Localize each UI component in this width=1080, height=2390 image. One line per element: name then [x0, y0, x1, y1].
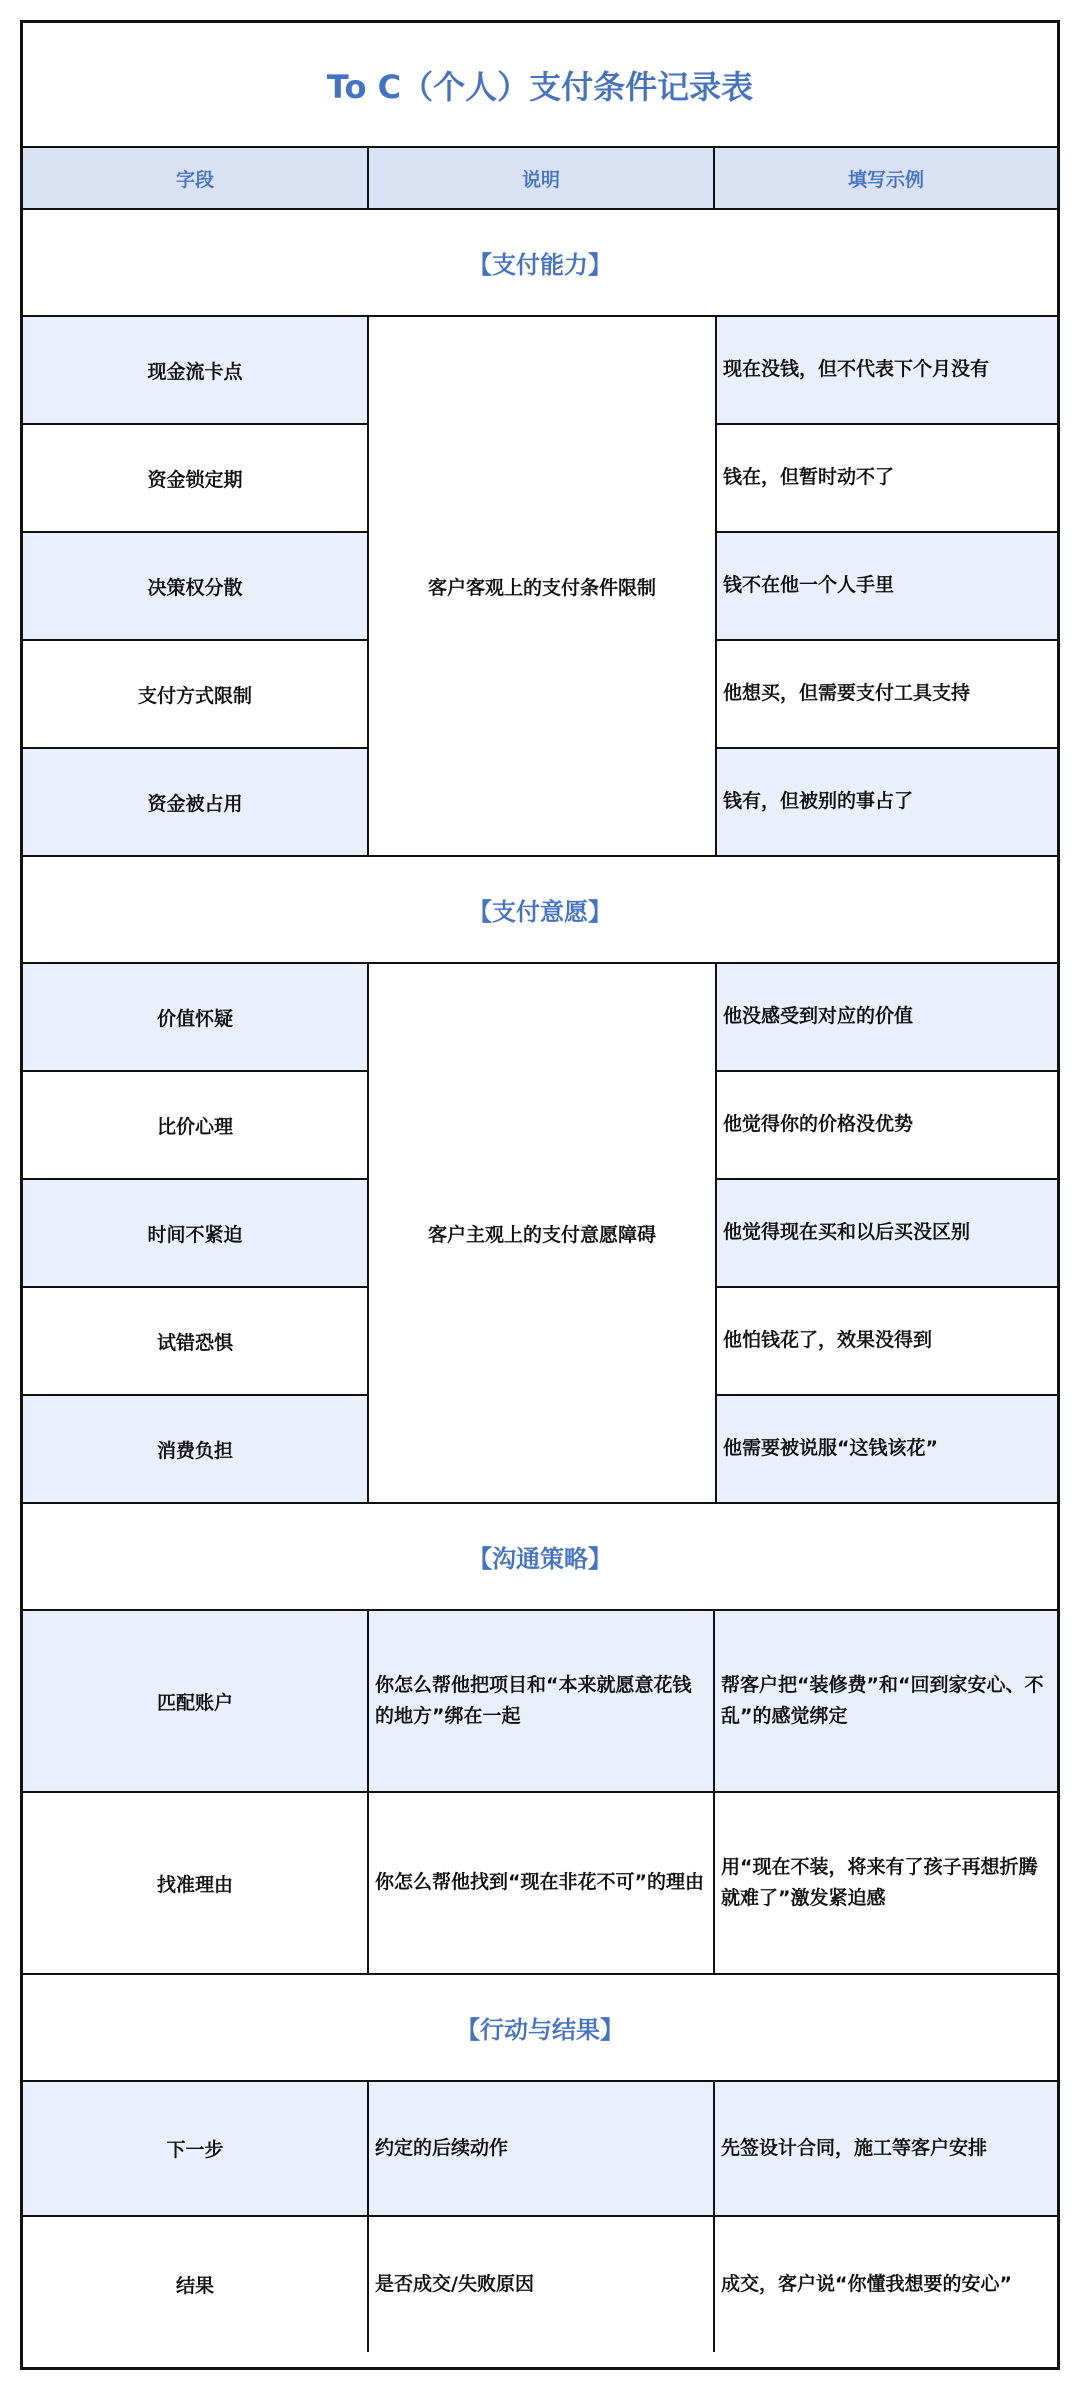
field-column — [23, 317, 369, 855]
field-cell: 下一步 — [23, 2082, 369, 2215]
example-cell: 先签设计合同，施工等客户安排 — [721, 2136, 988, 2159]
field-cell: 消费负担 — [23, 1396, 367, 1502]
merged-description: 客户客观上的支付条件限制 — [369, 317, 717, 855]
example-cell: 他没感受到对应的价值 — [717, 964, 1057, 1072]
example-column — [717, 964, 1057, 1502]
section-action-result: 【行动与结果】 — [23, 1975, 1057, 2082]
example-cell: 他怕钱花了，效果没得到 — [717, 1288, 1057, 1396]
header-row — [23, 148, 1057, 210]
field-cell: 资金锁定期 — [23, 425, 367, 533]
field-cell: 时间不紧迫 — [23, 1180, 367, 1288]
table-row — [23, 2217, 1057, 2352]
example-cell: 成交，客户说“你懂我想要的安心” — [721, 2272, 1012, 2295]
section-payment-willingness-block — [23, 964, 1057, 1504]
field-cell: 决策权分散 — [23, 533, 367, 641]
section-payment-willingness: 【支付意愿】 — [23, 857, 1057, 964]
description-cell: 是否成交/失败原因 — [369, 2217, 715, 2352]
field-cell: 比价心理 — [23, 1072, 367, 1180]
section-payment-ability-block — [23, 317, 1057, 857]
field-cell: 资金被占用 — [23, 749, 367, 855]
field-cell: 现金流卡点 — [23, 317, 367, 425]
example-cell: 他想买，但需要支付工具支持 — [717, 641, 1057, 749]
example-cell: 现在没钱，但不代表下个月没有 — [717, 317, 1057, 425]
example-cell: 他需要被说服“这钱该花” — [717, 1396, 1057, 1502]
table-title: To C（个人）支付条件记录表 — [23, 23, 1057, 148]
table-row — [23, 1611, 1057, 1793]
field-cell: 支付方式限制 — [23, 641, 367, 749]
table-row — [23, 1793, 1057, 1975]
merged-description: 客户主观上的支付意愿障碍 — [369, 964, 717, 1502]
field-cell: 结果 — [23, 2217, 369, 2352]
header-example: 填写示例 — [847, 168, 924, 191]
example-cell: 钱不在他一个人手里 — [717, 533, 1057, 641]
example-cell: 用“现在不装，将来有了孩子再想折腾就难了”激发紧迫感 — [721, 1855, 1038, 1909]
description-cell: 你怎么帮他找到“现在非花不可”的理由 — [369, 1793, 715, 1973]
example-cell: 他觉得现在买和以后买没区别 — [717, 1180, 1057, 1288]
example-column — [717, 317, 1057, 855]
example-cell: 钱在，但暂时动不了 — [717, 425, 1057, 533]
section-communication-strategy: 【沟通策略】 — [23, 1504, 1057, 1611]
section-payment-ability: 【支付能力】 — [23, 210, 1057, 317]
example-cell: 钱有，但被别的事占了 — [717, 749, 1057, 855]
record-table — [20, 20, 1060, 2370]
description-cell: 约定的后续动作 — [369, 2082, 715, 2215]
field-cell: 找准理由 — [23, 1793, 369, 1973]
header-field: 字段 — [23, 148, 369, 208]
field-column — [23, 964, 369, 1502]
header-description: 说明 — [369, 148, 715, 208]
table-row — [23, 2082, 1057, 2217]
field-cell: 匹配账户 — [23, 1611, 369, 1791]
description-cell: 你怎么帮他把项目和“本来就愿意花钱的地方”绑在一起 — [369, 1611, 715, 1791]
field-cell: 试错恐惧 — [23, 1288, 367, 1396]
example-cell: 他觉得你的价格没优势 — [717, 1072, 1057, 1180]
field-cell: 价值怀疑 — [23, 964, 367, 1072]
example-cell: 帮客户把“装修费”和“回到家安心、不乱”的感觉绑定 — [721, 1673, 1044, 1727]
